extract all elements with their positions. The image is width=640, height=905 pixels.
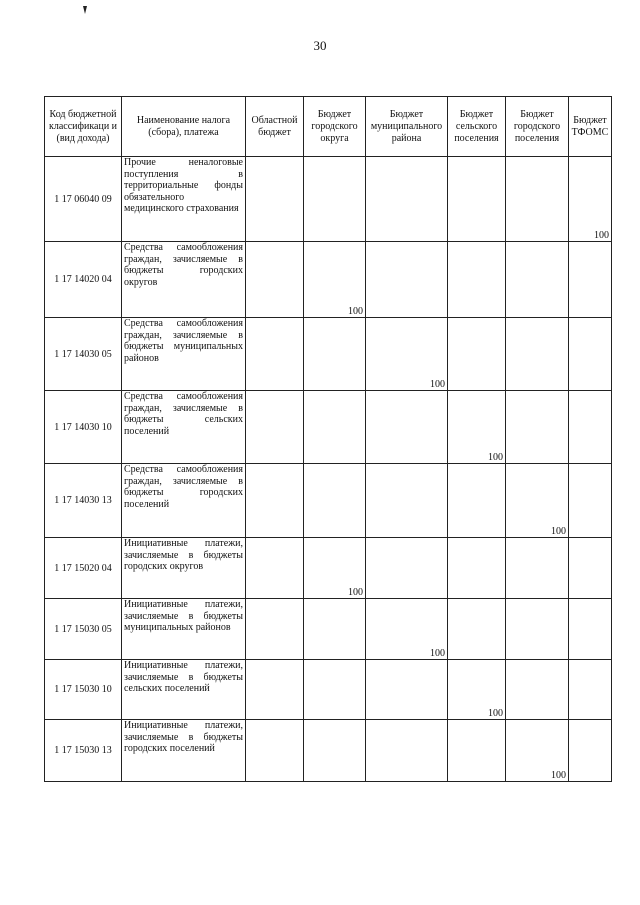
header-municipal-district: Бюджет муниципального района	[366, 97, 448, 157]
budget-classification-table	[44, 96, 612, 782]
cell-rural-settlement	[448, 720, 506, 782]
header-name: Наименование налога (сбора), платежа	[122, 97, 246, 157]
cell-city-district	[304, 599, 366, 660]
row-name: Средства самообложения граждан, зачисляемые в бюджеты городских округов	[122, 242, 246, 318]
cell-regional	[246, 660, 304, 720]
cell-regional	[246, 242, 304, 318]
cell-rural-settlement	[448, 538, 506, 599]
cell-urban-settlement: 100	[506, 464, 569, 538]
cell-city-district: 100	[304, 538, 366, 599]
cell-urban-settlement	[506, 538, 569, 599]
cell-municipal-district: 100	[366, 599, 448, 660]
header-urban-settlement: Бюджет городского поселения	[506, 97, 569, 157]
cell-urban-settlement	[506, 660, 569, 720]
cell-regional	[246, 464, 304, 538]
cell-city-district	[304, 660, 366, 720]
table-row	[45, 391, 612, 464]
header-tfoms: Бюджет ТФОМС	[569, 97, 612, 157]
row-name: Инициативные платежи, зачисляемые в бюджеты городских поселений	[122, 720, 246, 782]
table-row	[45, 242, 612, 318]
cell-rural-settlement	[448, 157, 506, 242]
header-rural-settlement: Бюджет сельского поселения	[448, 97, 506, 157]
row-code: 1 17 14030 13	[45, 464, 122, 538]
table-row	[45, 538, 612, 599]
scan-speck	[83, 6, 87, 14]
cell-municipal-district	[366, 538, 448, 599]
cell-city-district: 100	[304, 242, 366, 318]
cell-tfoms	[569, 242, 612, 318]
cell-tfoms	[569, 720, 612, 782]
row-name: Средства самообложения граждан, зачисляемые в бюджеты городских поселений	[122, 464, 246, 538]
table-row	[45, 318, 612, 391]
cell-tfoms	[569, 599, 612, 660]
cell-regional	[246, 318, 304, 391]
cell-municipal-district	[366, 242, 448, 318]
row-code: 1 17 15030 05	[45, 599, 122, 660]
cell-rural-settlement: 100	[448, 660, 506, 720]
cell-regional	[246, 720, 304, 782]
cell-urban-settlement: 100	[506, 720, 569, 782]
row-name: Прочие неналоговые поступления в территориальные фонды обязательного медицинского страхования	[122, 157, 246, 242]
cell-city-district	[304, 464, 366, 538]
row-code: 1 17 06040 09	[45, 157, 122, 242]
cell-regional	[246, 391, 304, 464]
cell-rural-settlement	[448, 242, 506, 318]
cell-rural-settlement	[448, 599, 506, 660]
cell-rural-settlement	[448, 318, 506, 391]
row-name: Средства самообложения граждан, зачисляемые в бюджеты сельских поселений	[122, 391, 246, 464]
cell-tfoms	[569, 318, 612, 391]
cell-tfoms	[569, 391, 612, 464]
cell-tfoms	[569, 660, 612, 720]
row-code: 1 17 14030 10	[45, 391, 122, 464]
header-code: Код бюджетной классификаци и (вид дохода)	[45, 97, 122, 157]
cell-city-district	[304, 157, 366, 242]
cell-city-district	[304, 318, 366, 391]
table-row	[45, 157, 612, 242]
table-header-row	[45, 97, 612, 157]
row-name: Инициативные платежи, зачисляемые в бюджеты сельских поселений	[122, 660, 246, 720]
cell-municipal-district	[366, 157, 448, 242]
cell-urban-settlement	[506, 242, 569, 318]
row-code: 1 17 15030 13	[45, 720, 122, 782]
table-row	[45, 599, 612, 660]
cell-urban-settlement	[506, 157, 569, 242]
row-name: Средства самообложения граждан, зачисляемые в бюджеты муниципальных районов	[122, 318, 246, 391]
row-name: Инициативные платежи, зачисляемые в бюджеты городских округов	[122, 538, 246, 599]
cell-regional	[246, 538, 304, 599]
header-regional: Областной бюджет	[246, 97, 304, 157]
table-row	[45, 464, 612, 538]
cell-tfoms: 100	[569, 157, 612, 242]
cell-tfoms	[569, 464, 612, 538]
cell-rural-settlement	[448, 464, 506, 538]
cell-urban-settlement	[506, 318, 569, 391]
cell-regional	[246, 157, 304, 242]
row-code: 1 17 15020 04	[45, 538, 122, 599]
row-code: 1 17 14020 04	[45, 242, 122, 318]
cell-urban-settlement	[506, 391, 569, 464]
row-code: 1 17 15030 10	[45, 660, 122, 720]
cell-municipal-district: 100	[366, 318, 448, 391]
row-code: 1 17 14030 05	[45, 318, 122, 391]
table-row	[45, 720, 612, 782]
cell-municipal-district	[366, 464, 448, 538]
cell-city-district	[304, 391, 366, 464]
header-city-district: Бюджет городского округа	[304, 97, 366, 157]
cell-municipal-district	[366, 660, 448, 720]
cell-rural-settlement: 100	[448, 391, 506, 464]
cell-municipal-district	[366, 391, 448, 464]
table-row	[45, 660, 612, 720]
cell-city-district	[304, 720, 366, 782]
cell-regional	[246, 599, 304, 660]
row-name: Инициативные платежи, зачисляемые в бюджеты муниципальных районов	[122, 599, 246, 660]
cell-tfoms	[569, 538, 612, 599]
page-number: 30	[313, 38, 327, 53]
cell-urban-settlement	[506, 599, 569, 660]
cell-municipal-district	[366, 720, 448, 782]
